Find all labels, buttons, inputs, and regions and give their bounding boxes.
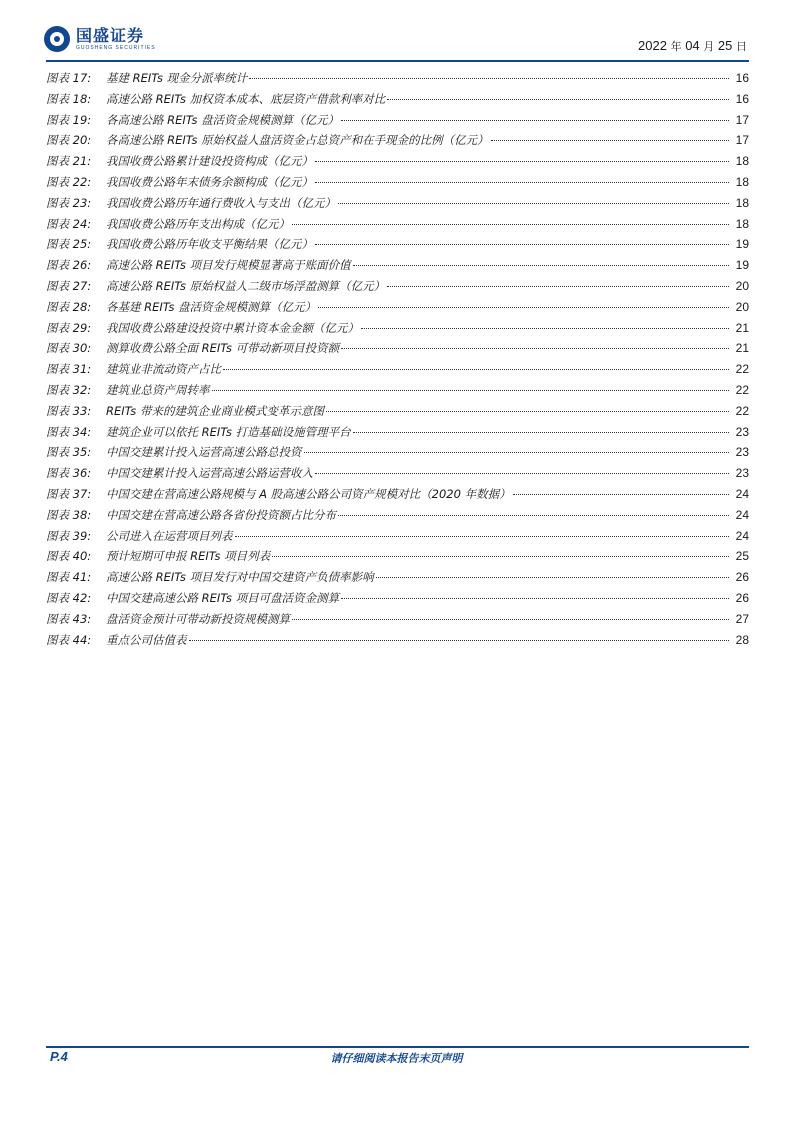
toc-dot-leader — [315, 473, 729, 474]
toc-entry-title: 测算收费公路全面 REITs 可带动新项目投资额 — [106, 341, 340, 356]
toc-entry-page: 28 — [735, 632, 749, 647]
toc-entry[interactable] — [46, 278, 749, 299]
toc-dot-leader — [272, 556, 729, 557]
toc-entry-label: 图表 33: — [46, 403, 92, 418]
toc-entry-label: 图表 24: — [46, 216, 92, 231]
toc-entry-label: 图表 18: — [46, 91, 92, 106]
toc-entry-title: 公司进入在运营项目列表 — [106, 528, 233, 543]
toc-entry-title: 中国交建累计投入运营高速公路运营收入 — [106, 466, 313, 481]
toc-entry-page: 22 — [735, 382, 749, 397]
toc-entry-page: 18 — [735, 216, 749, 231]
toc-entry-label: 图表 44: — [46, 632, 92, 647]
toc-entry-label: 图表 28: — [46, 299, 92, 314]
toc-entry-title: 我国收费公路建设投资中累计资本金金额（亿元） — [106, 320, 359, 335]
toc-entry[interactable] — [46, 444, 749, 465]
toc-entry-label: 图表 21: — [46, 154, 92, 169]
toc-entry-label: 图表 20: — [46, 133, 92, 148]
toc-entry-label: 图表 38: — [46, 507, 92, 522]
toc-dot-leader — [338, 515, 729, 516]
toc-entry-page: 19 — [735, 258, 749, 273]
toc-entry[interactable] — [46, 611, 749, 632]
toc-entry[interactable] — [46, 91, 749, 112]
toc-entry-title: 各高速公路 REITs 原始权益人盘活资金占总资产和在手现金的比例（亿元） — [106, 133, 489, 148]
toc-entry[interactable] — [46, 257, 749, 278]
toc-dot-leader — [318, 307, 729, 308]
toc-entry-label: 图表 22: — [46, 174, 92, 189]
toc-entry-label: 图表 41: — [46, 570, 92, 585]
toc-dot-leader — [315, 182, 729, 183]
toc-dot-leader — [338, 203, 729, 204]
toc-entry-title: 我国收费公路历年支出构成（亿元） — [106, 216, 290, 231]
toc-entry-title: 我国收费公路历年收支平衡结果（亿元） — [106, 237, 313, 252]
toc-entry[interactable] — [46, 569, 749, 590]
toc-dot-leader — [189, 640, 730, 641]
logo-name: 国盛证券 — [76, 25, 145, 45]
toc-entry-page: 23 — [735, 445, 749, 460]
date-day-char: 日 — [736, 40, 747, 53]
toc-entry-title: 我国收费公路历年通行费收入与支出（亿元） — [106, 195, 336, 210]
toc-entry-page: 19 — [735, 237, 749, 252]
date-month: 04 — [685, 38, 700, 53]
toc-entry-page: 16 — [735, 71, 749, 85]
toc-entry-page: 21 — [735, 320, 749, 335]
toc-entry[interactable] — [46, 528, 749, 549]
toc-dot-leader — [292, 224, 729, 225]
toc-dot-leader — [361, 328, 729, 329]
date-year: 2022 — [638, 38, 667, 53]
toc-entry-label: 图表 42: — [46, 590, 92, 605]
toc-entry-title: 盘活资金预计可带动新投资规模测算 — [106, 611, 290, 626]
toc-entry-page: 24 — [735, 486, 749, 501]
toc-entry-title: 基建 REITs 现金分派率统计 — [106, 71, 248, 85]
toc-entry-label: 图表 30: — [46, 341, 92, 356]
footer-divider — [46, 1046, 749, 1048]
toc-dot-leader — [341, 348, 729, 349]
toc-entry-title: 中国交建累计投入运营高速公路总投资 — [106, 445, 302, 460]
toc-entry-label: 图表 17: — [46, 71, 92, 85]
toc-entry-label: 图表 35: — [46, 445, 92, 460]
toc-entry-label: 图表 37: — [46, 486, 92, 501]
toc-dot-leader — [249, 78, 729, 79]
toc-entry-page: 22 — [735, 403, 749, 418]
toc-entry-page: 20 — [735, 278, 749, 293]
toc-entry-page: 18 — [735, 174, 749, 189]
toc-entry-title: 建筑业非流动资产占比 — [106, 362, 221, 377]
company-logo — [44, 26, 156, 52]
toc-entry-label: 图表 31: — [46, 362, 92, 377]
toc-dot-leader — [387, 286, 729, 287]
toc-entry-page: 24 — [735, 507, 749, 522]
toc-entry-title: 中国交建高速公路 REITs 项目可盘活资金测算 — [106, 590, 340, 605]
header-divider — [46, 60, 749, 62]
toc-entry-label: 图表 26: — [46, 258, 92, 273]
toc-entry[interactable] — [46, 216, 749, 237]
toc-entry-title: 高速公路 REITs 项目发行对中国交建资产负债率影响 — [106, 570, 374, 585]
toc-entry-label: 图表 43: — [46, 611, 92, 626]
date-day: 25 — [717, 38, 733, 53]
logo-text — [76, 27, 156, 52]
toc-entry-title: 建筑企业可以依托 REITs 打造基础设施管理平台 — [106, 424, 351, 439]
toc-entry[interactable] — [46, 299, 749, 320]
toc-entry[interactable] — [46, 424, 749, 445]
page-header — [0, 0, 793, 62]
toc-entry-label: 图表 39: — [46, 528, 92, 543]
toc-entry-page: 27 — [735, 611, 749, 626]
toc-entry[interactable] — [46, 174, 749, 195]
toc-entry-title: 建筑业总资产周转率 — [106, 382, 210, 397]
toc-dot-leader — [376, 577, 729, 578]
toc-entry[interactable] — [46, 361, 749, 382]
toc-entry-title: 我国收费公路年末债务余额构成（亿元） — [106, 174, 313, 189]
toc-entry[interactable] — [46, 195, 749, 216]
toc-entry[interactable] — [46, 153, 749, 174]
toc-entry-label: 图表 23: — [46, 195, 92, 210]
toc-entry-label: 图表 36: — [46, 466, 92, 481]
toc-entry-page: 21 — [735, 341, 749, 356]
toc-entry-page: 26 — [735, 590, 749, 605]
logo-mark-icon — [44, 26, 70, 52]
toc-entry-title: 高速公路 REITs 加权资本成本、底层资产借款利率对比 — [106, 91, 386, 106]
toc-dot-leader — [212, 390, 730, 391]
toc-entry-label: 图表 27: — [46, 278, 92, 293]
page-number: P.4 — [50, 1049, 68, 1064]
figure-index-list — [46, 70, 749, 652]
toc-entry[interactable] — [46, 632, 749, 653]
toc-entry-page: 20 — [735, 299, 749, 314]
toc-entry[interactable] — [46, 340, 749, 361]
toc-entry-page: 18 — [735, 195, 749, 210]
toc-entry-page: 24 — [735, 528, 749, 543]
logo-subtitle: GUOSHENG SECURITIES — [76, 44, 156, 51]
toc-dot-leader — [387, 99, 729, 100]
toc-entry[interactable] — [46, 382, 749, 403]
toc-entry-title: 我国收费公路累计建设投资构成（亿元） — [106, 154, 313, 169]
toc-entry[interactable] — [46, 112, 749, 133]
toc-entry-page: 16 — [735, 91, 749, 106]
toc-dot-leader — [353, 432, 729, 433]
toc-entry-page: 26 — [735, 570, 749, 585]
toc-entry-page: 22 — [735, 362, 749, 377]
toc-entry[interactable] — [46, 320, 749, 341]
toc-entry-page: 23 — [735, 466, 749, 481]
toc-dot-leader — [292, 619, 729, 620]
disclaimer-note: 请仔细阅读本报告末页声明 — [330, 1052, 463, 1065]
toc-entry[interactable] — [46, 590, 749, 611]
toc-entry[interactable] — [46, 403, 749, 424]
toc-entry-title: 高速公路 REITs 原始权益人二级市场浮盈测算（亿元） — [106, 278, 386, 293]
toc-entry-label: 图表 34: — [46, 424, 92, 439]
toc-entry-label: 图表 19: — [46, 112, 92, 127]
toc-entry[interactable] — [46, 507, 749, 528]
toc-dot-leader — [341, 598, 729, 599]
toc-dot-leader — [235, 536, 730, 537]
toc-entry-page: 25 — [735, 549, 749, 564]
toc-dot-leader — [353, 265, 729, 266]
toc-dot-leader — [315, 161, 729, 162]
toc-entry[interactable] — [46, 465, 749, 486]
toc-entry[interactable] — [46, 236, 749, 257]
toc-dot-leader — [326, 411, 729, 412]
toc-entry-title: 各基建 REITs 盘活资金规模测算（亿元） — [106, 299, 317, 314]
toc-entry-label: 图表 25: — [46, 237, 92, 252]
toc-entry-title: 中国交建在营高速公路规模与 A 股高速公路公司资产规模对比（2020 年数据） — [106, 486, 511, 501]
toc-entry-title: REITs 带来的建筑企业商业模式变革示意图 — [106, 403, 324, 418]
toc-entry-label: 图表 29: — [46, 320, 92, 335]
report-date — [638, 38, 747, 54]
toc-entry[interactable] — [46, 132, 749, 153]
toc-entry-title: 高速公路 REITs 项目发行规模显著高于账面价值 — [106, 258, 351, 273]
toc-entry-title: 各高速公路 REITs 盘活资金规模测算（亿元） — [106, 112, 340, 127]
toc-dot-leader — [315, 244, 729, 245]
toc-entry-label: 图表 40: — [46, 549, 92, 564]
toc-entry[interactable] — [46, 70, 749, 91]
toc-entry-page: 23 — [735, 424, 749, 439]
toc-entry-label: 图表 32: — [46, 382, 92, 397]
toc-dot-leader — [513, 494, 729, 495]
toc-entry-title: 中国交建在营高速公路各省份投资额占比分布 — [106, 507, 336, 522]
toc-entry-title: 重点公司估值表 — [106, 632, 187, 647]
toc-dot-leader — [491, 140, 729, 141]
date-year-char: 年 — [670, 40, 682, 53]
toc-entry-page: 17 — [735, 112, 749, 127]
toc-entry-page: 17 — [735, 133, 749, 148]
toc-entry[interactable] — [46, 548, 749, 569]
toc-dot-leader — [304, 452, 730, 453]
date-month-char: 月 — [703, 40, 715, 53]
toc-entry[interactable] — [46, 486, 749, 507]
toc-entry-page: 18 — [735, 154, 749, 169]
toc-entry-title: 预计短期可申报 REITs 项目列表 — [106, 549, 271, 564]
toc-dot-leader — [341, 120, 729, 121]
toc-dot-leader — [223, 369, 729, 370]
